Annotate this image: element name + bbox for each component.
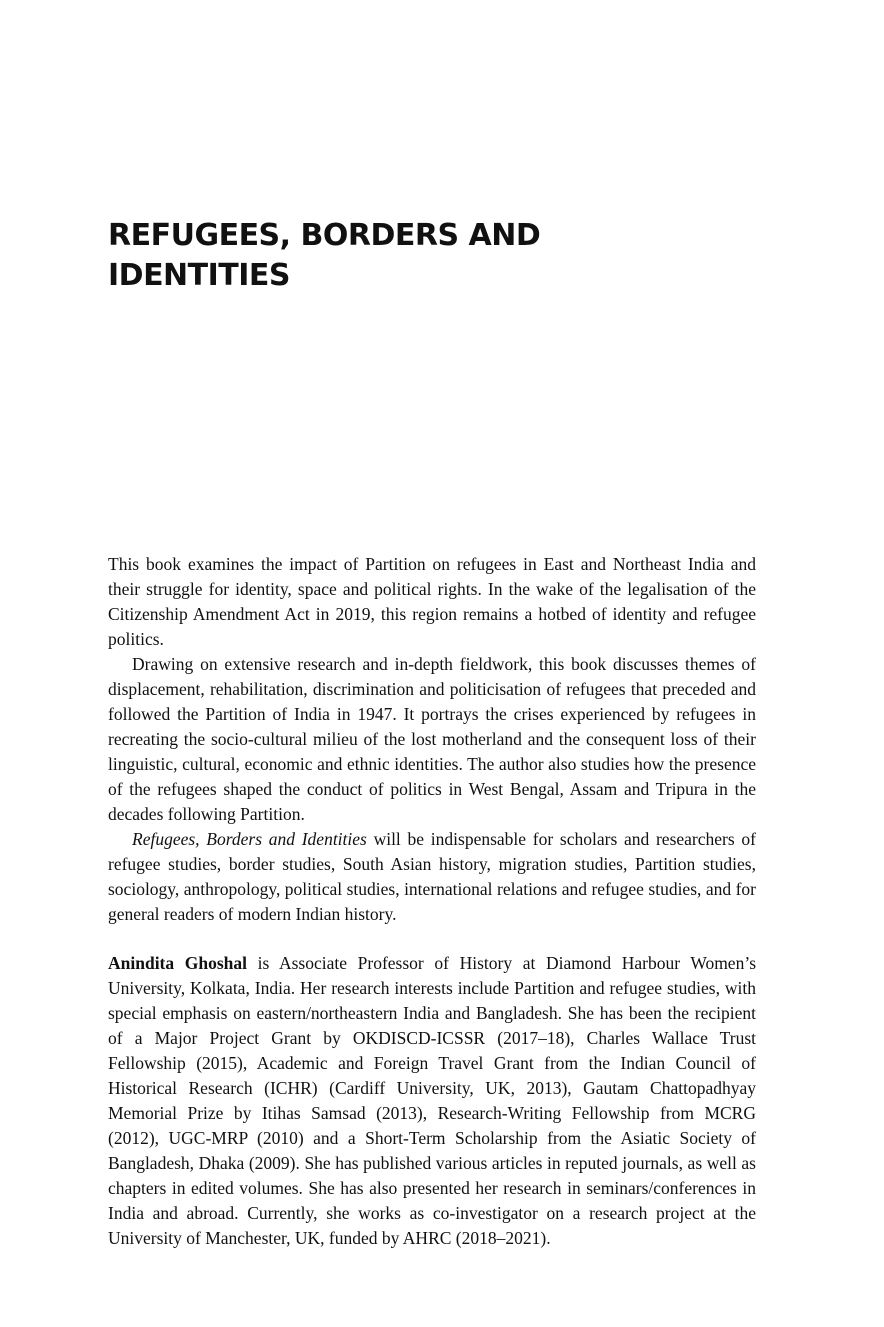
description-paragraph-2: Drawing on extensive research and in-depth fieldwork, this book discusses themes of displacement, rehabilitation, discrimination and politicisation of refugees that preceded and followed the Partition of India in 1947. It portrays the crises experienced by refugees in recreating the socio-cultural milieu of the lost motherland and the consequent loss of their linguistic, cultural, economic and ethnic identities. The author also studies how the presence of the refugees shaped the conduct of politics in West Bengal, Assam and Tripura in the decades following Partition. [108, 654, 756, 824]
author-bio [108, 951, 756, 1251]
description-paragraph-1: This book examines the impact of Partition on refugees in East and Northeast India and their struggle for identity, space and political rights. In the wake of the legalisation of the Citizenship Amendment Act in 2019, this region remains a hotbed of identity and refugee politics. [108, 554, 756, 649]
author-name: Anindita Ghoshal [108, 953, 248, 973]
author-bio-paragraph [108, 951, 756, 1251]
description-paragraph-3 [108, 827, 756, 927]
book-description [108, 552, 756, 927]
description-paragraph-3-text: will be indispensable for scholars and researchers of refugee studies, border studies, South Asian history, migration studies, Partition studies, sociology, anthropology, political studies, international relations and refugee studies, and for general readers of modern Indian history. [108, 829, 756, 924]
book-title-line-1: REFUGEES, BORDERS AND [108, 218, 541, 253]
author-bio-text: is Associate Professor of History at Diamond Harbour Women’s University, Kolkata, India. Her research interests include Partition and refugee studies, with special emphasis on eastern/northeastern India and Bangladesh. She has been the recipient of a Major Project Grant by OKDISCD-ICSSR (2017–18), Charles Wallace Trust Fellowship (2015), Academic and Foreign Travel Grant from the Indian Council of Historical Research (ICHR) (Cardiff University, UK, 2013), Gautam Chattopadhyay Memorial Prize by Itihas Samsad (2013), Research-Writing Fellowship from MCRG (2012), UGC-MRP (2010) and a Short-Term Scholarship from the Asiatic Society of Bangladesh, Dhaka (2009). She has published various articles in reputed journals, as well as chapters in edited volumes. She has also presented her research in seminars/conferences in India and abroad. Currently, she works as co-investigator on a research project at the University of Manchester, UK, funded by AHRC (2018–2021). [108, 953, 756, 1248]
book-title [108, 216, 768, 296]
book-title-line-2: IDENTITIES [108, 258, 291, 293]
book-title-italic: Refugees, Borders and Identities [132, 829, 367, 849]
